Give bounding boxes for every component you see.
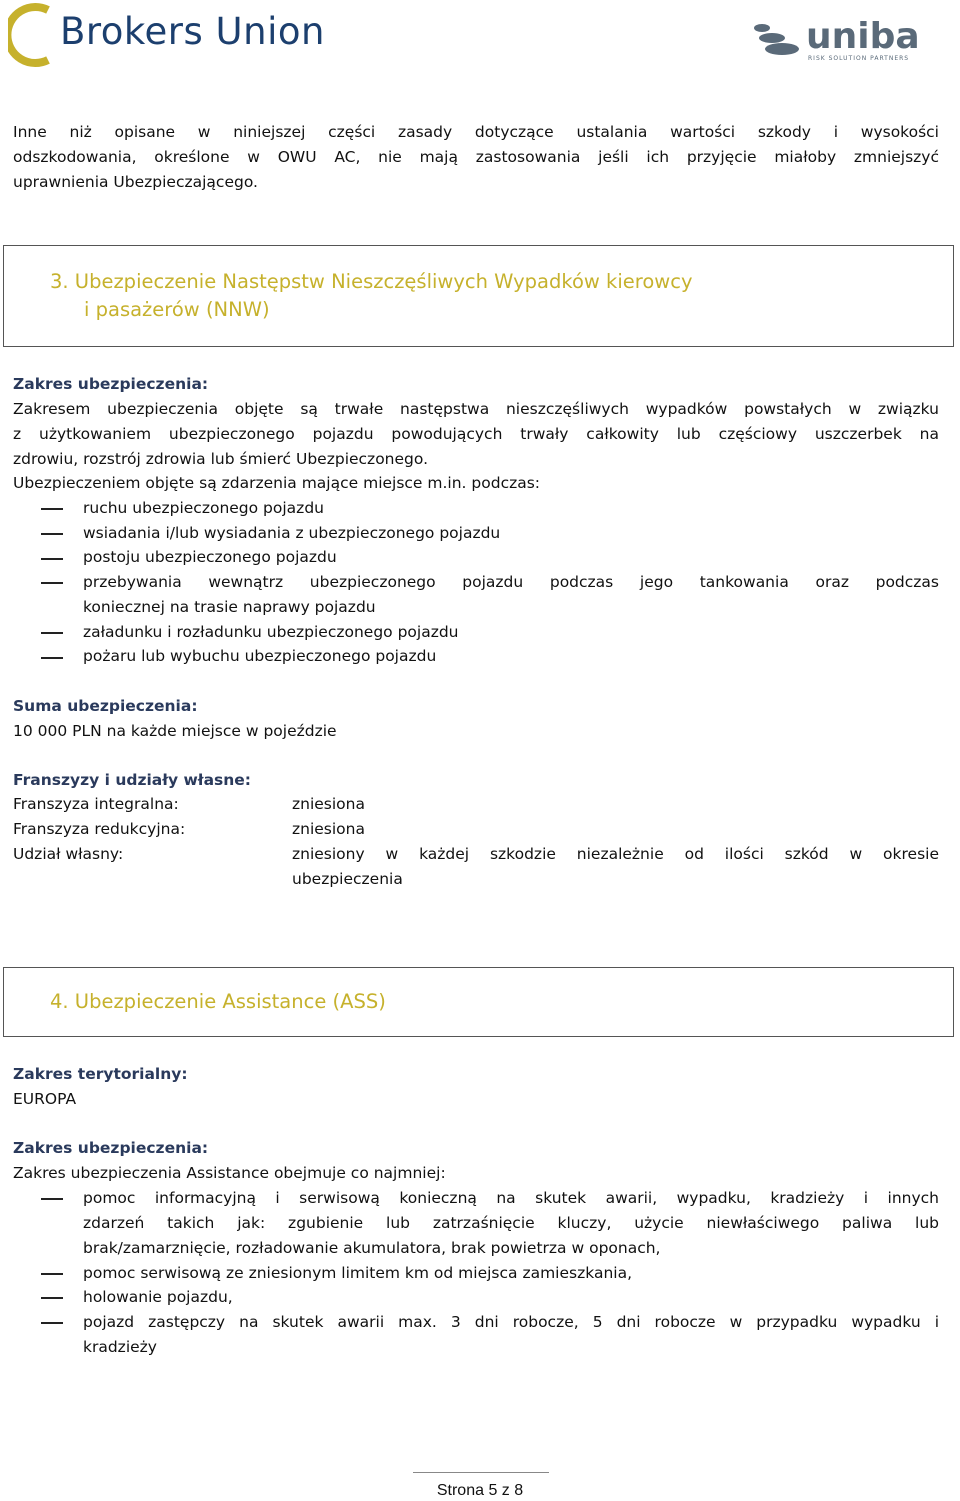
section-4-bullet-2: pomoc serwisową ze zniesionym limitem km od miejsca zamieszkania, bbox=[83, 1264, 632, 1282]
section-4-bullet-1-line-3: brak/zamarznięcie, rozładowanie akumulatora, brak powietrza w oponach, bbox=[83, 1239, 661, 1257]
section-4-teryt-heading: Zakres terytorialny: bbox=[13, 1065, 188, 1083]
section-4-teryt-value: EUROPA bbox=[13, 1090, 77, 1108]
dash-bullet-icon bbox=[41, 533, 63, 535]
brokers-union-logo-mark-icon bbox=[8, 2, 58, 68]
intro-line-3: uprawnienia Ubezpieczającego. bbox=[13, 173, 258, 191]
section-3-title-line-2: i pasażerów (NNW) bbox=[84, 298, 270, 321]
franszyza-redukcyjna-value: zniesiona bbox=[292, 820, 365, 838]
dash-bullet-icon bbox=[41, 1297, 63, 1299]
section-4-bullet-4-line-1: pojazd zastępczy na skutek awarii max. 3 dni robocze, 5 dni robocze w przypadku wypadku i bbox=[83, 1313, 939, 1331]
page-number: Strona 5 z 8 bbox=[436, 1482, 524, 1499]
intro-line-1: Inne niż opisane w niniejszej części zasady dotyczące ustalania wartości szkody i wysokości bbox=[13, 123, 939, 141]
footer-divider bbox=[413, 1472, 549, 1473]
section-4-bullet-3: holowanie pojazdu, bbox=[83, 1288, 233, 1306]
dash-bullet-icon bbox=[41, 1273, 63, 1275]
section-3-bullet-4-line-2: koniecznej na trasie naprawy pojazdu bbox=[83, 598, 376, 616]
section-4-bullet-4-line-2: kradzieży bbox=[83, 1338, 157, 1356]
section-3-zakres-heading: Zakres ubezpieczenia: bbox=[13, 375, 209, 393]
dash-bullet-icon bbox=[41, 632, 63, 634]
udzial-wlasny-value-line-1: zniesiony w każdej szkodzie niezależnie od ilości szkód w okresie bbox=[292, 845, 939, 863]
section-4-zakres-intro: Zakres ubezpieczenia Assistance obejmuje co najmniej: bbox=[13, 1164, 446, 1182]
section-3-suma-heading: Suma ubezpieczenia: bbox=[13, 697, 198, 715]
section-3-bullet-5: załadunku i rozładunku ubezpieczonego pojazdu bbox=[83, 623, 459, 641]
section-4-bullet-1-line-2: zdarzeń takich jak: zgubienie lub zatrzaśnięcie kluczy, użycie niewłaściwego paliwa lub bbox=[83, 1214, 939, 1232]
section-4-bullet-1-line-1: pomoc informacyjną i serwisową konieczną na skutek awarii, wypadku, kradzieży i innych bbox=[83, 1189, 939, 1207]
dash-bullet-icon bbox=[41, 657, 63, 659]
section-3-zakres-line-2: z użytkowaniem ubezpieczonego pojazdu powodujących trwały całkowity lub częściowy uszczerbek na bbox=[13, 425, 939, 443]
uniba-logo-text: uniba bbox=[806, 16, 920, 57]
dash-bullet-icon bbox=[41, 1198, 63, 1200]
section-3-bullet-1: ruchu ubezpieczonego pojazdu bbox=[83, 499, 324, 517]
section-3-zakres-line-4: Ubezpieczeniem objęte są zdarzenia mające miejsce m.in. podczas: bbox=[13, 474, 541, 492]
dash-bullet-icon bbox=[41, 582, 63, 584]
franszyza-integralna-value: zniesiona bbox=[292, 795, 365, 813]
section-3-franszyzy-heading: Franszyzy i udziały własne: bbox=[13, 771, 251, 789]
section-3-suma-value: 10 000 PLN na każde miejsce w pojeździe bbox=[13, 722, 337, 740]
section-4-zakres-heading: Zakres ubezpieczenia: bbox=[13, 1139, 209, 1157]
section-3-zakres-line-3: zdrowiu, rozstrój zdrowia lub śmierć Ubezpieczonego. bbox=[13, 450, 429, 468]
uniba-logo-subtitle: RISK SOLUTION PARTNERS bbox=[808, 55, 910, 62]
section-3-zakres-line-1: Zakresem ubezpieczenia objęte są trwałe następstwa nieszczęśliwych wypadków powstałych w związku bbox=[13, 400, 939, 418]
section-4-title: 4. Ubezpieczenie Assistance (ASS) bbox=[50, 990, 386, 1013]
dash-bullet-icon bbox=[41, 508, 63, 510]
brokers-union-logo-text: Brokers Union bbox=[60, 10, 325, 53]
section-3-bullet-4-line-1: przebywania wewnątrz ubezpieczonego pojazdu podczas jego tankowania oraz podczas bbox=[83, 573, 939, 591]
section-3-title-line-1: 3. Ubezpieczenie Następstw Nieszczęśliwych Wypadków kierowcy bbox=[50, 270, 693, 293]
dash-bullet-icon bbox=[41, 1322, 63, 1324]
udzial-wlasny-label: Udział własny: bbox=[13, 845, 124, 863]
section-3-bullet-2: wsiadania i/lub wysiadania z ubezpieczonego pojazdu bbox=[83, 524, 501, 542]
section-3-bullet-6: pożaru lub wybuchu ubezpieczonego pojazdu bbox=[83, 647, 437, 665]
brokers-union-logo bbox=[8, 2, 325, 72]
section-3-bullet-3: postoju ubezpieczonego pojazdu bbox=[83, 548, 337, 566]
udzial-wlasny-value-line-2: ubezpieczenia bbox=[292, 870, 403, 888]
franszyza-redukcyjna-label: Franszyza redukcyjna: bbox=[13, 820, 186, 838]
section-3-title-box bbox=[3, 245, 954, 347]
intro-line-2: odszkodowania, określone w OWU AC, nie mają zastosowania jeśli ich przyjęcie miałoby zmniejszyć bbox=[13, 148, 939, 166]
franszyza-integralna-label: Franszyza integralna: bbox=[13, 795, 179, 813]
dash-bullet-icon bbox=[41, 558, 63, 560]
uniba-logo-mark-icon bbox=[750, 20, 806, 64]
